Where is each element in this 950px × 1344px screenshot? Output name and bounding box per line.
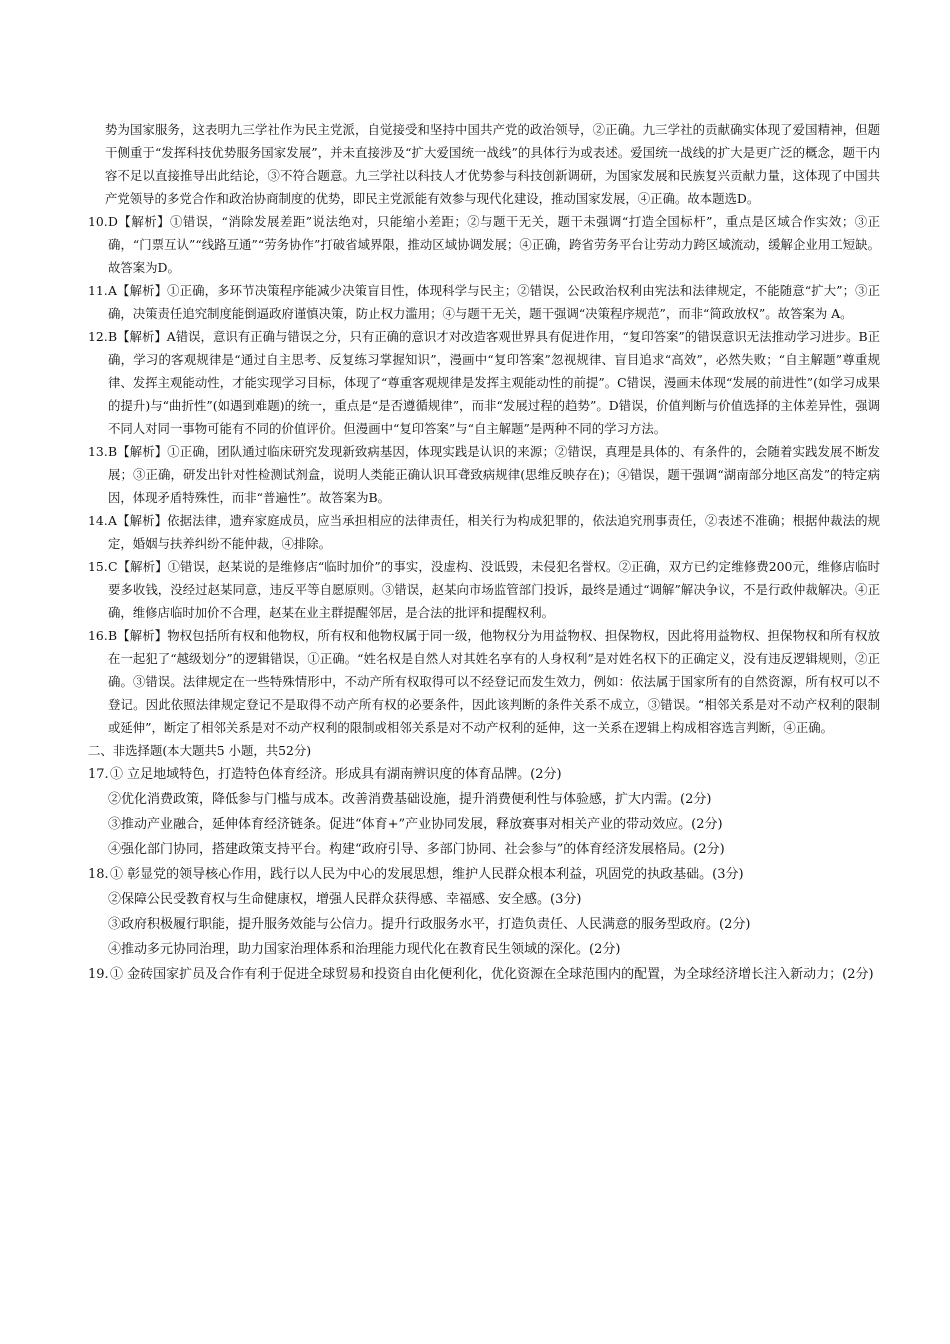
answer-point: ②保障公民受教育权与生命健康权，增强人民群众获得感、幸福感、安全感。(3分) [108,892,582,907]
question-number: 12. [88,329,108,344]
document-page [88,118,880,987]
explanation-text: A【解析】①正确，多环节决策程序能减少决策盲目性，体现科学与民主；②错误，公民政治权利由宪法和法律规定，不能随意“扩大”；③正确，决策责任追究制度能倒逼政府谨慎决策，防止权力滥用；④与题干无关，题干强调“决策程序规范”，而非“简政放权”。故答案为 A。 [108,283,880,321]
question-number: 11. [88,283,108,298]
explanation-item [88,279,880,325]
explanation-item [88,325,880,440]
answer-point: ②优化消费政策，降低参与门槛与成本。改善消费基础设施，提升消费便利性与体验感，扩大内需。(2分) [108,792,712,807]
question-number: 19. [88,967,109,982]
explanation-text: B【解析】A错误，意识有正确与错误之分，只有正确的意识才对改造客观世界具有促进作用，“复印答案”的错误意识无法推动学习进步。B正确，学习的客观规律是“通过自主思考、反复练习掌握知识”，漫画中“复印答案”忽视规律、盲目追求“高效”，必然失败；“自主解题”尊重规律、发挥主观能动性，才能实现学习目标，体现了“尊重客观规律是发挥主观能动性的前提”。C错误，漫画未体现“发展的前进性”(如学习成果的提升)与“曲折性”(如遇到难题)的统一，重点是“是否遵循规律”，而非“发展过程的趋势”。D错误，价值判断与价值选择的主体差异性，强调不同人对同一事物可能有不同的价值评价。但漫画中“复印答案”与“自主解题”是两种不同的学习方法。 [108,329,880,436]
question-number: 16. [88,628,108,643]
question-number: 17. [88,767,109,782]
answer-first-line [88,962,880,987]
answer-first-line [88,762,880,787]
explanation-text: A【解析】依据法律，遗弃家庭成员，应当承担相应的法律责任，相关行为构成犯罪的，依法追究刑事责任，②表述不准确；根据仲裁法的规定，婚姻与扶养纠纷不能仲裁，④排除。 [108,513,880,551]
explanation-item [88,555,880,624]
non-choice-answers [88,762,880,987]
answer-point: ④强化部门协同，搭建政策支持平台。构建“政府引导、多部门协同、社会参与”的体育经济发展格局。(2分) [108,842,725,857]
explanation-text: D【解析】①错误，“消除发展差距”说法绝对，只能缩小差距；②与题干无关，题干未强调“打造全国标杆”，重点是区域合作实效；③正确，“门票互认”“线路互通”“劳务协作”打破省域界限，推动区域协调发展；④正确，跨省劳务平台让劳动力跨区域流动，缓解企业用工短缺。故答案为D。 [108,214,880,275]
answer-point: ③推动产业融合，延伸体育经济链条。促进“体育+”产业协同发展，释放赛事对相关产业的带动效应。(2分) [108,817,723,832]
answer-block [88,862,880,962]
question-number: 10. [88,214,108,229]
answer-block [88,962,880,987]
question-number: 18. [88,867,109,882]
answer-point: ① 立足地域特色，打造特色体育经济。形成具有湖南辨识度的体育品牌。(2分) [110,767,562,782]
answer-block [88,762,880,862]
answer-point: ③政府积极履行职能，提升服务效能与公信力。提升行政服务水平，打造负责任、人民满意的服务型政府。(2分) [108,917,751,932]
explanation-item [88,210,880,279]
answer-point: ① 彰显党的领导核心作用，践行以人民为中心的发展思想，维护人民群众根本利益，巩固党的执政基础。(3分) [110,867,744,882]
answer-point: ④推动多元协同治理，助力国家治理体系和治理能力现代化在教育民生领域的深化。(2分) [108,942,621,957]
explanation-item [88,624,880,739]
answer-point: ① 金砖国家扩员及合作有利于促进全球贸易和投资自由化便利化，优化资源在全球范围内的配置，为全球经济增长注入新动力；(2分) [110,967,874,982]
explanation-text: B【解析】物权包括所有权和他物权，所有权和他物权属于同一级，他物权分为用益物权、担保物权，因此将用益物权、担保物权和所有权放在一起犯了“越级划分”的逻辑错误，①正确。“姓名权是自然人对其姓名享有的人身权利”是对姓名权下的正确定义，没有违反逻辑规则，②正确。③错误。法律规定在一些特殊情形中，不动产所有权取得可以不经登记而发生效力，例如：依法属于国家所有的自然资源，所有权可以不登记。因此依照法律规定登记不是取得不动产所有权的必要条件，因此该判断的条件关系不成立，③错误。“相邻关系是对不动产权利的限制或延伸”，断定了相邻关系是对不动产权利的限制或相邻关系是对不动产权利的延伸，这一关系在逻辑上构成相容选言判断，④正确。 [108,628,880,735]
section-title: 二、非选择题(本大题共5 小题，共52分) [88,743,312,758]
multiple-choice-explanations [88,210,880,739]
explanation-item [88,509,880,555]
question-number: 15. [88,559,108,574]
explanation-item [88,440,880,509]
explanation-text: C【解析】①错误，赵某说的是维修店“临时加价”的事实，没虚构、没诋毁，未侵犯名誉权。②正确，双方已约定维修费200元，维修店临时要多收钱，没经过赵某同意，违反平等自愿原则。③错误，赵某向市场监管部门投诉，最终是通过“调解”解决争议，不是行政仲裁解决。④正确，维修店临时加价不合理，赵某在业主群提醒邻居，是合法的批评和提醒权利。 [108,559,880,620]
answer-first-line [88,862,880,887]
question-number: 14. [88,513,108,528]
intro-paragraph: 势为国家服务，这表明九三学社作为民主党派，自觉接受和坚持中国共产党的政治领导，②正确。九三学社的贡献确实体现了爱国精神，但题干侧重于“发挥科技优势服务国家发展”，并未直接涉及“扩大爱国统一战线”的具体行为或表述。爱国统一战线的扩大是更广泛的概念，题干内容不足以直接推导出此结论，③不符合题意。九三学社以科技人才优势参与科技创新调研，为国家发展和民族复兴贡献力量，这体现了中国共产党领导的多党合作和政治协商制度的优势，即民主党派能有效参与现代化建设，推动国家发展，④正确。故本题选D。 [105,122,880,206]
question-number: 13. [88,444,108,459]
explanation-text: B【解析】①正确，团队通过临床研究发现新致病基因，体现实践是认识的来源；②错误，真理是具体的、有条件的，会随着实践发展不断发展；③正确，研发出针对性检测试剂盒，说明人类能正确认识耳聋致病规律(思维反映存在)；④错误，题干强调“湖南部分地区高发”的特定病因，体现矛盾特殊性，而非“普遍性”。故答案为B。 [108,444,880,505]
